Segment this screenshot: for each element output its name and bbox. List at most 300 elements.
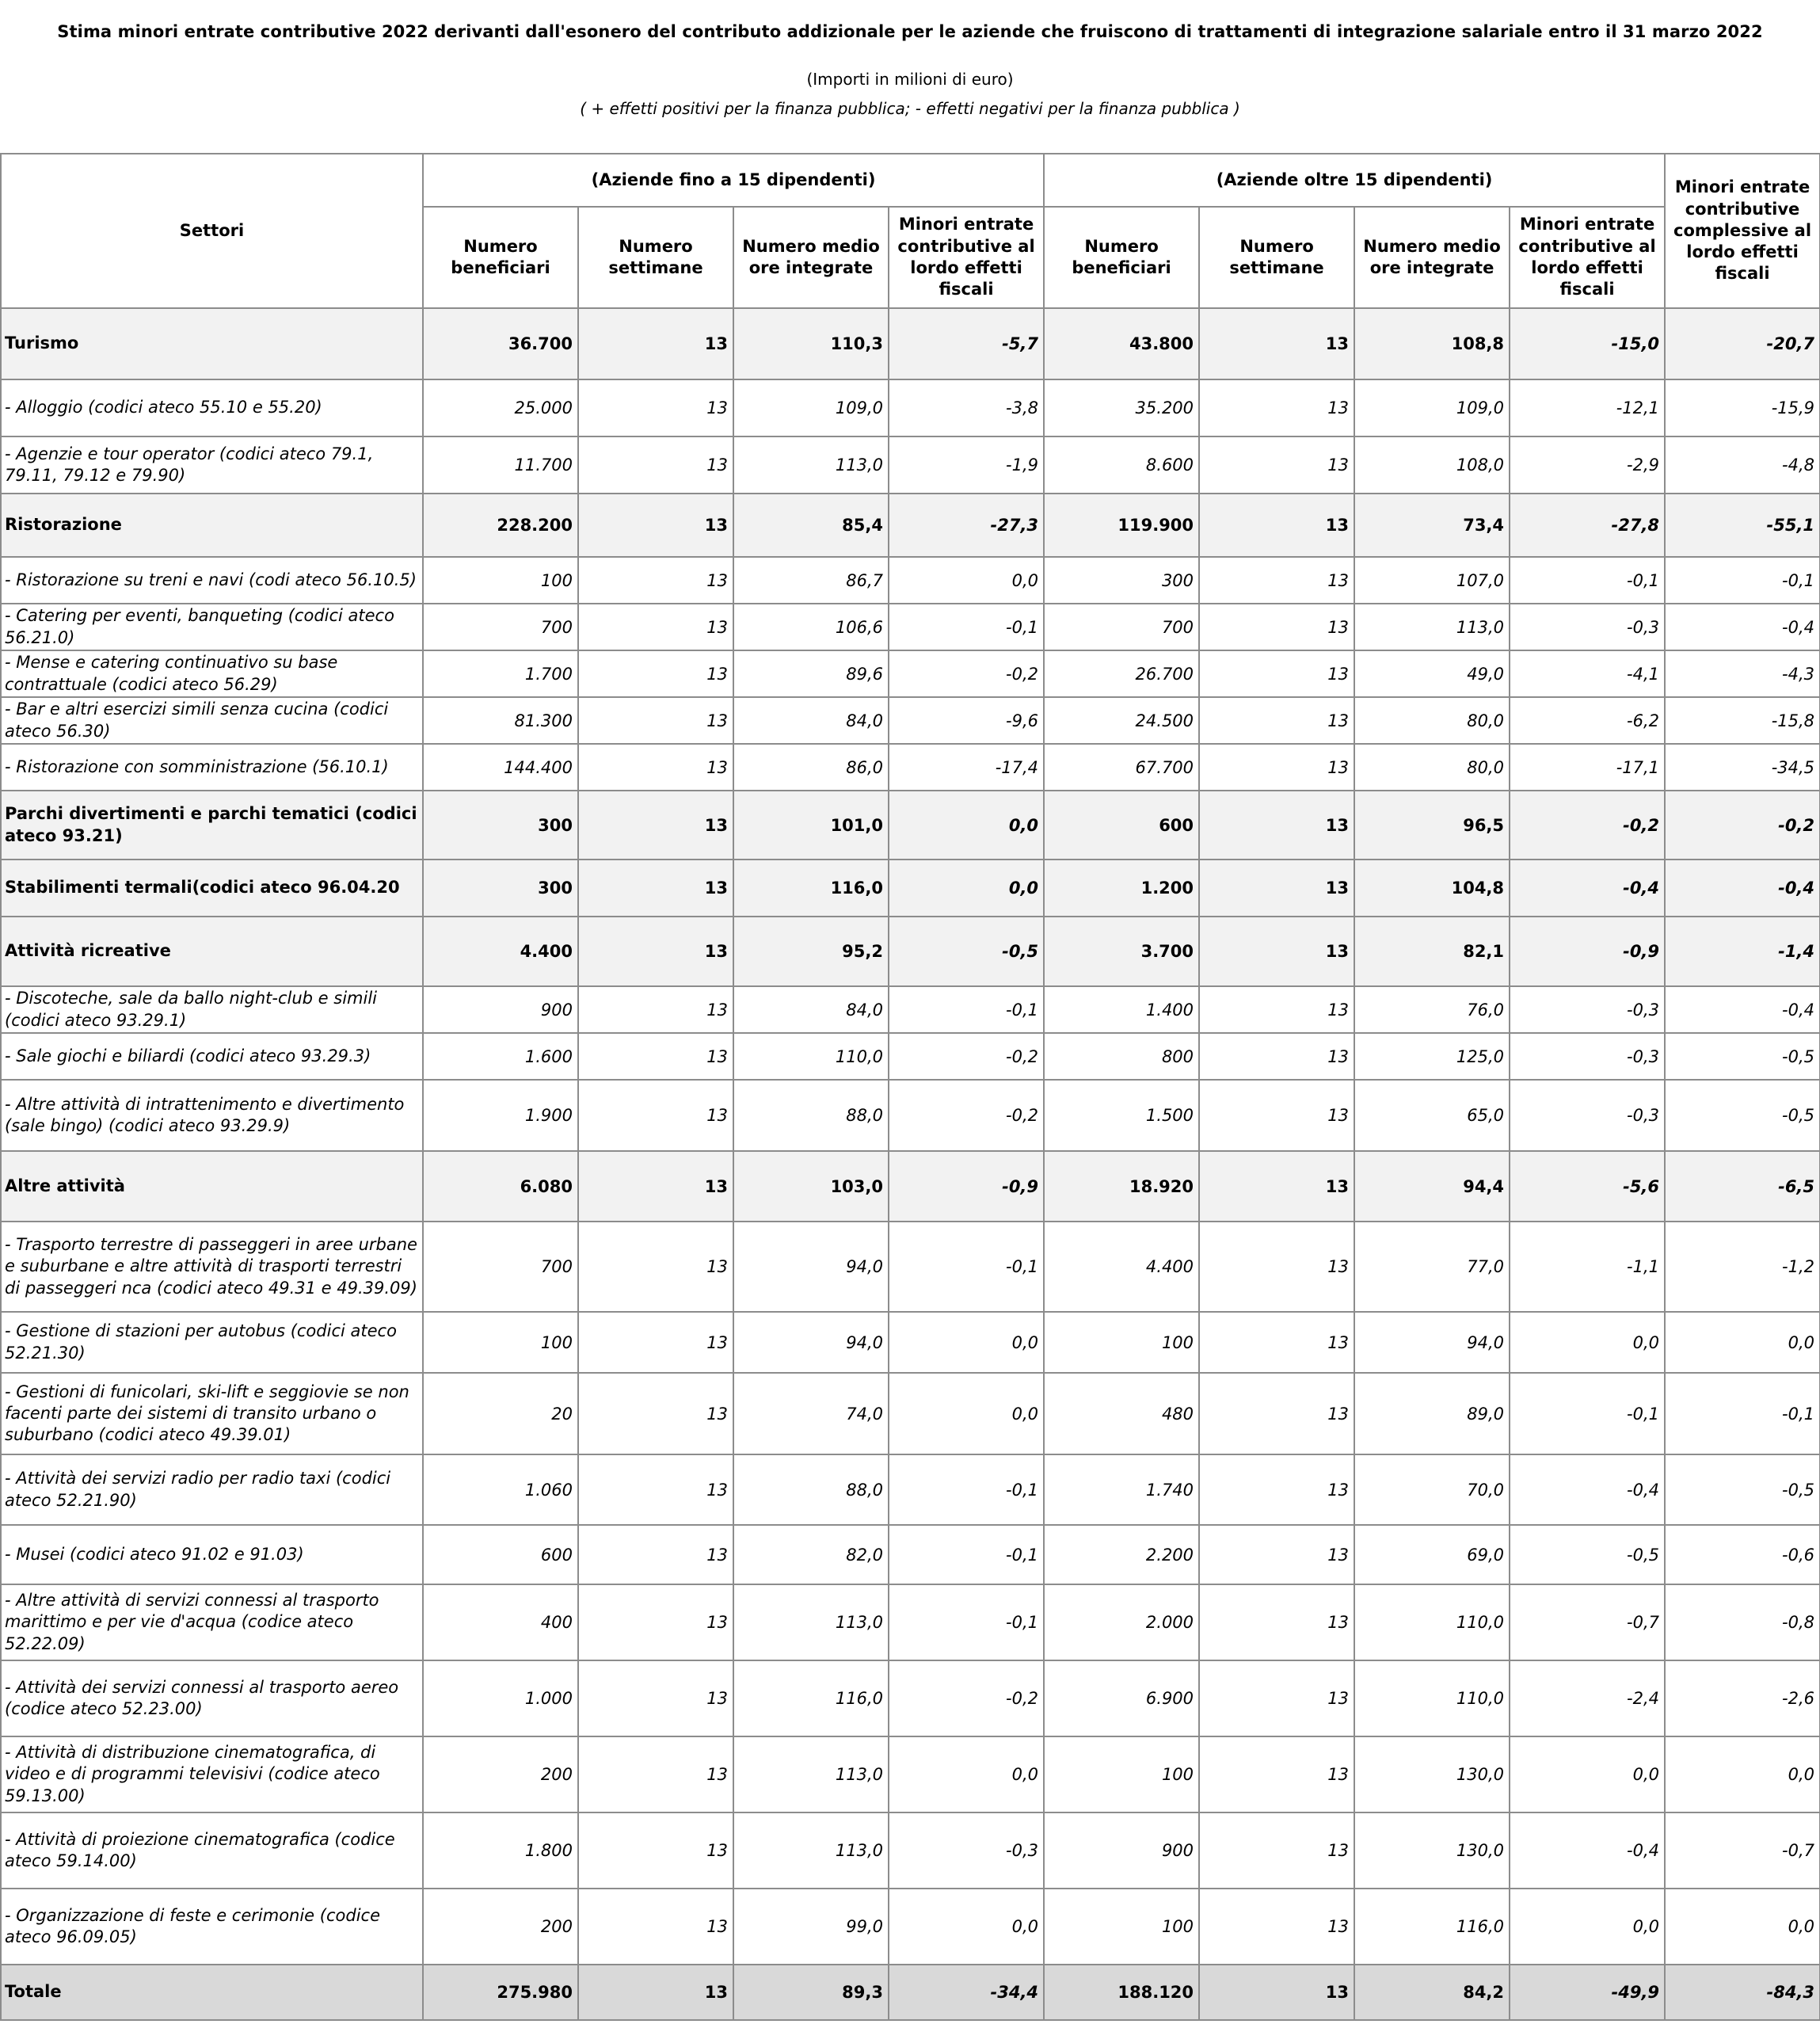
table-row: [1, 1312, 1820, 1373]
header-minori-large: Minori entrate contributive al lordo effetti fiscali: [1510, 207, 1665, 308]
value-cell: 13: [578, 1080, 733, 1151]
value-cell: 113,0: [733, 1584, 889, 1660]
value-cell: 106,6: [733, 604, 889, 650]
table-row: [1, 650, 1820, 697]
value-cell: -0,5: [1510, 1525, 1665, 1584]
sector-label: Stabilimenti termali(codici ateco 96.04.20: [1, 860, 423, 917]
value-cell: 24.500: [1044, 697, 1199, 744]
estimate-table: [0, 153, 1820, 2021]
value-cell: 86,7: [733, 557, 889, 604]
value-cell: 109,0: [1354, 379, 1510, 436]
header-group-large-firms: (Aziende oltre 15 dipendenti): [1044, 154, 1665, 207]
value-cell: 80,0: [1354, 697, 1510, 744]
value-cell: 13: [578, 1222, 733, 1312]
value-cell: 13: [1199, 860, 1354, 917]
value-cell: -20,7: [1665, 308, 1820, 379]
table-row: [1, 1584, 1820, 1660]
value-cell: 100: [423, 557, 578, 604]
value-cell: -0,8: [1665, 1584, 1820, 1660]
value-cell: 11.700: [423, 436, 578, 494]
value-cell: 13: [578, 494, 733, 557]
value-cell: -84,3: [1665, 1965, 1820, 2020]
table-row: [1, 557, 1820, 604]
value-cell: 13: [1199, 986, 1354, 1033]
value-cell: 26.700: [1044, 650, 1199, 697]
value-cell: 4.400: [423, 917, 578, 986]
value-cell: 13: [578, 1736, 733, 1812]
value-cell: 13: [1199, 1812, 1354, 1889]
table-row: [1, 986, 1820, 1033]
value-cell: -0,4: [1665, 986, 1820, 1033]
table-row: [1, 744, 1820, 791]
table-row: [1, 1373, 1820, 1454]
value-cell: -0,3: [1510, 1033, 1665, 1080]
value-cell: -0,5: [1665, 1454, 1820, 1525]
value-cell: -1,2: [1665, 1222, 1820, 1312]
sector-label: - Ristorazione con somministrazione (56.10.1): [1, 744, 423, 791]
value-cell: 13: [1199, 1151, 1354, 1222]
value-cell: 0,0: [1510, 1312, 1665, 1373]
value-cell: 1.400: [1044, 986, 1199, 1033]
header-group-small-firms: (Aziende fino a 15 dipendenti): [423, 154, 1044, 207]
value-cell: 43.800: [1044, 308, 1199, 379]
value-cell: 13: [578, 744, 733, 791]
value-cell: 130,0: [1354, 1736, 1510, 1812]
value-cell: -34,5: [1665, 744, 1820, 791]
value-cell: -0,5: [1665, 1033, 1820, 1080]
value-cell: -0,2: [1665, 791, 1820, 860]
sector-label: - Organizzazione di feste e cerimonie (codice ateco 96.09.05): [1, 1889, 423, 1965]
value-cell: 188.120: [1044, 1965, 1199, 2020]
value-cell: 13: [578, 1312, 733, 1373]
value-cell: -0,2: [889, 650, 1044, 697]
value-cell: 0,0: [1665, 1889, 1820, 1965]
table-row: [1, 1033, 1820, 1080]
value-cell: 25.000: [423, 379, 578, 436]
value-cell: 88,0: [733, 1080, 889, 1151]
value-cell: -0,2: [889, 1660, 1044, 1736]
value-cell: -0,1: [1665, 557, 1820, 604]
value-cell: 1.060: [423, 1454, 578, 1525]
value-cell: 108,0: [1354, 436, 1510, 494]
value-cell: -0,1: [889, 986, 1044, 1033]
value-cell: -0,1: [1510, 557, 1665, 604]
value-cell: -0,7: [1665, 1812, 1820, 1889]
value-cell: -27,3: [889, 494, 1044, 557]
value-cell: 1.740: [1044, 1454, 1199, 1525]
value-cell: -6,2: [1510, 697, 1665, 744]
value-cell: 0,0: [889, 557, 1044, 604]
value-cell: 103,0: [733, 1151, 889, 1222]
header-ore-large: Numero medio ore integrate: [1354, 207, 1510, 308]
value-cell: -0,4: [1665, 604, 1820, 650]
value-cell: 300: [1044, 557, 1199, 604]
value-cell: 13: [1199, 791, 1354, 860]
sector-label: - Alloggio (codici ateco 55.10 e 55.20): [1, 379, 423, 436]
sector-label: Parchi divertimenti e parchi tematici (codici ateco 93.21): [1, 791, 423, 860]
value-cell: 13: [1199, 436, 1354, 494]
value-cell: 13: [578, 650, 733, 697]
table-row: [1, 1222, 1820, 1312]
value-cell: 100: [1044, 1889, 1199, 1965]
value-cell: -0,1: [889, 1584, 1044, 1660]
value-cell: 13: [1199, 697, 1354, 744]
value-cell: 113,0: [1354, 604, 1510, 650]
value-cell: -0,3: [1510, 986, 1665, 1033]
value-cell: 600: [423, 1525, 578, 1584]
value-cell: 13: [578, 860, 733, 917]
table-row: [1, 1454, 1820, 1525]
value-cell: 130,0: [1354, 1812, 1510, 1889]
document-subtitle: (Importi in milioni di euro): [806, 70, 1014, 89]
value-cell: 0,0: [1510, 1889, 1665, 1965]
value-cell: 2.200: [1044, 1525, 1199, 1584]
value-cell: -17,4: [889, 744, 1044, 791]
header-total-lost-revenue: Minori entrate contributive complessive al lordo effetti fiscali: [1665, 154, 1820, 308]
value-cell: 82,0: [733, 1525, 889, 1584]
value-cell: -0,1: [889, 604, 1044, 650]
table-body: [1, 308, 1820, 2020]
value-cell: 300: [423, 860, 578, 917]
value-cell: 1.700: [423, 650, 578, 697]
value-cell: 13: [578, 436, 733, 494]
value-cell: 480: [1044, 1373, 1199, 1454]
value-cell: 13: [578, 1812, 733, 1889]
value-cell: 200: [423, 1736, 578, 1812]
value-cell: 1.900: [423, 1080, 578, 1151]
value-cell: -2,9: [1510, 436, 1665, 494]
value-cell: -15,8: [1665, 697, 1820, 744]
value-cell: 13: [578, 308, 733, 379]
value-cell: 1.800: [423, 1812, 578, 1889]
value-cell: 73,4: [1354, 494, 1510, 557]
header-settimane-large: Numero settimane: [1199, 207, 1354, 308]
category-row: [1, 791, 1820, 860]
value-cell: 0,0: [889, 860, 1044, 917]
value-cell: 0,0: [889, 1312, 1044, 1373]
value-cell: 0,0: [1665, 1736, 1820, 1812]
value-cell: 94,0: [733, 1312, 889, 1373]
category-row: [1, 308, 1820, 379]
value-cell: 113,0: [733, 1736, 889, 1812]
sector-label: - Mense e catering continuativo su base contrattuale (codici ateco 56.29): [1, 650, 423, 697]
value-cell: 89,0: [1354, 1373, 1510, 1454]
value-cell: 900: [1044, 1812, 1199, 1889]
value-cell: 13: [578, 1660, 733, 1736]
header-settimane-small: Numero settimane: [578, 207, 733, 308]
value-cell: -0,6: [1665, 1525, 1820, 1584]
value-cell: 110,0: [1354, 1660, 1510, 1736]
value-cell: 94,0: [1354, 1312, 1510, 1373]
value-cell: 100: [1044, 1736, 1199, 1812]
value-cell: -5,6: [1510, 1151, 1665, 1222]
value-cell: 275.980: [423, 1965, 578, 2020]
value-cell: 13: [1199, 1312, 1354, 1373]
value-cell: 4.400: [1044, 1222, 1199, 1312]
sector-label: - Musei (codici ateco 91.02 e 91.03): [1, 1525, 423, 1584]
value-cell: 89,6: [733, 650, 889, 697]
table-row: [1, 1660, 1820, 1736]
value-cell: 96,5: [1354, 791, 1510, 860]
sector-label: Altre attività: [1, 1151, 423, 1222]
value-cell: 0,0: [889, 1889, 1044, 1965]
sector-label: - Sale giochi e biliardi (codici ateco 93.29.3): [1, 1033, 423, 1080]
table-row: [1, 1525, 1820, 1584]
value-cell: -9,6: [889, 697, 1044, 744]
value-cell: -0,5: [1665, 1080, 1820, 1151]
value-cell: -0,5: [889, 917, 1044, 986]
value-cell: -12,1: [1510, 379, 1665, 436]
value-cell: 82,1: [1354, 917, 1510, 986]
sector-label: Totale: [1, 1965, 423, 2020]
value-cell: 1.000: [423, 1660, 578, 1736]
value-cell: -4,3: [1665, 650, 1820, 697]
sector-label: - Trasporto terrestre di passeggeri in aree urbane e suburbane e altre attività di trasporti terrestri di passeggeri nca (codici ateco 49.31 e 49.39.09): [1, 1222, 423, 1312]
value-cell: -0,4: [1510, 1454, 1665, 1525]
value-cell: 400: [423, 1584, 578, 1660]
value-cell: 125,0: [1354, 1033, 1510, 1080]
value-cell: 67.700: [1044, 744, 1199, 791]
value-cell: 70,0: [1354, 1454, 1510, 1525]
value-cell: 13: [578, 1525, 733, 1584]
value-cell: -1,1: [1510, 1222, 1665, 1312]
value-cell: -0,1: [889, 1222, 1044, 1312]
header-beneficiari-large: Numero beneficiari: [1044, 207, 1199, 308]
table-row: [1, 604, 1820, 650]
sector-label: - Gestioni di funicolari, ski-lift e seggiovie se non facenti parte dei sistemi di transito urbano o suburbano (codici ateco 49.39.01): [1, 1373, 423, 1454]
value-cell: 13: [578, 697, 733, 744]
value-cell: 110,0: [1354, 1584, 1510, 1660]
value-cell: 13: [578, 604, 733, 650]
value-cell: -55,1: [1665, 494, 1820, 557]
value-cell: -0,1: [889, 1525, 1044, 1584]
value-cell: 88,0: [733, 1454, 889, 1525]
value-cell: -27,8: [1510, 494, 1665, 557]
value-cell: -49,9: [1510, 1965, 1665, 2020]
value-cell: 13: [1199, 1889, 1354, 1965]
value-cell: -2,6: [1665, 1660, 1820, 1736]
value-cell: 2.000: [1044, 1584, 1199, 1660]
header-ore-small: Numero medio ore integrate: [733, 207, 889, 308]
value-cell: 13: [1199, 1660, 1354, 1736]
value-cell: 13: [578, 791, 733, 860]
value-cell: 13: [1199, 1373, 1354, 1454]
value-cell: 74,0: [733, 1373, 889, 1454]
value-cell: 69,0: [1354, 1525, 1510, 1584]
value-cell: 300: [423, 791, 578, 860]
value-cell: 600: [1044, 791, 1199, 860]
value-cell: 100: [423, 1312, 578, 1373]
value-cell: 1.200: [1044, 860, 1199, 917]
value-cell: -1,9: [889, 436, 1044, 494]
value-cell: 110,0: [733, 1033, 889, 1080]
value-cell: -0,3: [1510, 604, 1665, 650]
value-cell: 36.700: [423, 308, 578, 379]
value-cell: 0,0: [889, 791, 1044, 860]
value-cell: 900: [423, 986, 578, 1033]
sector-label: - Agenzie e tour operator (codici ateco 79.1, 79.11, 79.12 e 79.90): [1, 436, 423, 494]
category-row: [1, 1151, 1820, 1222]
table-row: [1, 379, 1820, 436]
value-cell: 108,8: [1354, 308, 1510, 379]
header-minori-small: Minori entrate contributive al lordo effetti fiscali: [889, 207, 1044, 308]
sector-label: Turismo: [1, 308, 423, 379]
value-cell: 13: [578, 1584, 733, 1660]
value-cell: 113,0: [733, 436, 889, 494]
value-cell: -0,9: [889, 1151, 1044, 1222]
value-cell: 18.920: [1044, 1151, 1199, 1222]
value-cell: -17,1: [1510, 744, 1665, 791]
value-cell: 13: [578, 1151, 733, 1222]
category-row: [1, 494, 1820, 557]
value-cell: 13: [1199, 1222, 1354, 1312]
sector-label: - Altre attività di servizi connessi al trasporto marittimo e per vie d'acqua (codice ateco 52.22.09): [1, 1584, 423, 1660]
value-cell: 84,0: [733, 986, 889, 1033]
sector-label: - Bar e altri esercizi simili senza cucina (codici ateco 56.30): [1, 697, 423, 744]
value-cell: 101,0: [733, 791, 889, 860]
value-cell: -0,4: [1665, 860, 1820, 917]
value-cell: 13: [1199, 494, 1354, 557]
total-row: [1, 1965, 1820, 2020]
value-cell: 99,0: [733, 1889, 889, 1965]
value-cell: 81.300: [423, 697, 578, 744]
header-beneficiari-small: Numero beneficiari: [423, 207, 578, 308]
value-cell: 6.080: [423, 1151, 578, 1222]
value-cell: 13: [1199, 1584, 1354, 1660]
value-cell: 13: [1199, 1033, 1354, 1080]
value-cell: 13: [578, 917, 733, 986]
value-cell: 100: [1044, 1312, 1199, 1373]
value-cell: 13: [578, 557, 733, 604]
value-cell: -5,7: [889, 308, 1044, 379]
value-cell: 6.900: [1044, 1660, 1199, 1736]
value-cell: -2,4: [1510, 1660, 1665, 1736]
value-cell: -4,8: [1665, 436, 1820, 494]
value-cell: 13: [578, 1454, 733, 1525]
value-cell: 95,2: [733, 917, 889, 986]
value-cell: 86,0: [733, 744, 889, 791]
value-cell: 0,0: [889, 1373, 1044, 1454]
table-row: [1, 1889, 1820, 1965]
value-cell: -0,1: [1510, 1373, 1665, 1454]
value-cell: 700: [423, 1222, 578, 1312]
value-cell: -0,4: [1510, 860, 1665, 917]
value-cell: 49,0: [1354, 650, 1510, 697]
value-cell: 65,0: [1354, 1080, 1510, 1151]
table-row: [1, 697, 1820, 744]
category-row: [1, 860, 1820, 917]
table-row: [1, 1080, 1820, 1151]
sector-label: - Altre attività di intrattenimento e divertimento (sale bingo) (codici ateco 93.29.9): [1, 1080, 423, 1151]
value-cell: 13: [578, 1965, 733, 2020]
value-cell: 116,0: [1354, 1889, 1510, 1965]
sector-label: - Discoteche, sale da ballo night-club e simili (codici ateco 93.29.1): [1, 986, 423, 1033]
value-cell: 1.500: [1044, 1080, 1199, 1151]
document-title: Stima minori entrate contributive 2022 derivanti dall'esonero del contributo addizionale per le aziende che fruiscono di trattamenti di integrazione salariale entro il 31 marzo 2022: [57, 22, 1763, 41]
value-cell: 94,0: [733, 1222, 889, 1312]
value-cell: -0,1: [1665, 1373, 1820, 1454]
value-cell: -15,0: [1510, 308, 1665, 379]
category-row: [1, 917, 1820, 986]
value-cell: 8.600: [1044, 436, 1199, 494]
value-cell: -4,1: [1510, 650, 1665, 697]
value-cell: -1,4: [1665, 917, 1820, 986]
value-cell: 35.200: [1044, 379, 1199, 436]
sector-label: - Attività dei servizi connessi al trasporto aereo (codice ateco 52.23.00): [1, 1660, 423, 1736]
table-row: [1, 436, 1820, 494]
value-cell: 800: [1044, 1033, 1199, 1080]
value-cell: 13: [1199, 308, 1354, 379]
value-cell: 84,0: [733, 697, 889, 744]
value-cell: 116,0: [733, 1660, 889, 1736]
value-cell: 0,0: [1510, 1736, 1665, 1812]
value-cell: 13: [578, 1889, 733, 1965]
value-cell: 13: [578, 1033, 733, 1080]
value-cell: 13: [1199, 379, 1354, 436]
value-cell: 20: [423, 1373, 578, 1454]
value-cell: 700: [1044, 604, 1199, 650]
sector-label: - Attività di distribuzione cinematografica, di video e di programmi televisivi (codice ateco 59.13.00): [1, 1736, 423, 1812]
value-cell: -34,4: [889, 1965, 1044, 2020]
value-cell: 76,0: [1354, 986, 1510, 1033]
value-cell: -0,2: [889, 1080, 1044, 1151]
sector-label: - Catering per eventi, banqueting (codici ateco 56.21.0): [1, 604, 423, 650]
table-row: [1, 1812, 1820, 1889]
value-cell: 109,0: [733, 379, 889, 436]
sector-label: - Ristorazione su treni e navi (codi ateco 56.10.5): [1, 557, 423, 604]
value-cell: 84,2: [1354, 1965, 1510, 2020]
value-cell: 13: [1199, 1080, 1354, 1151]
value-cell: 1.600: [423, 1033, 578, 1080]
value-cell: 13: [1199, 1736, 1354, 1812]
value-cell: 89,3: [733, 1965, 889, 2020]
value-cell: 107,0: [1354, 557, 1510, 604]
value-cell: -15,9: [1665, 379, 1820, 436]
value-cell: 13: [578, 1373, 733, 1454]
value-cell: -0,4: [1510, 1812, 1665, 1889]
header-settori: Settori: [1, 154, 423, 308]
value-cell: 144.400: [423, 744, 578, 791]
value-cell: 3.700: [1044, 917, 1199, 986]
value-cell: 116,0: [733, 860, 889, 917]
value-cell: -0,3: [889, 1812, 1044, 1889]
value-cell: 119.900: [1044, 494, 1199, 557]
value-cell: 13: [1199, 744, 1354, 791]
sector-label: Ristorazione: [1, 494, 423, 557]
value-cell: -6,5: [1665, 1151, 1820, 1222]
value-cell: 13: [1199, 1525, 1354, 1584]
value-cell: 13: [1199, 1965, 1354, 2020]
table-row: [1, 1736, 1820, 1812]
value-cell: -0,3: [1510, 1080, 1665, 1151]
sector-label: - Gestione di stazioni per autobus (codici ateco 52.21.30): [1, 1312, 423, 1373]
value-cell: 228.200: [423, 494, 578, 557]
value-cell: 13: [578, 379, 733, 436]
value-cell: -3,8: [889, 379, 1044, 436]
value-cell: 80,0: [1354, 744, 1510, 791]
value-cell: 0,0: [889, 1736, 1044, 1812]
value-cell: 104,8: [1354, 860, 1510, 917]
value-cell: -0,9: [1510, 917, 1665, 986]
value-cell: 13: [1199, 917, 1354, 986]
value-cell: 110,3: [733, 308, 889, 379]
value-cell: 94,4: [1354, 1151, 1510, 1222]
value-cell: 13: [1199, 650, 1354, 697]
value-cell: 13: [1199, 557, 1354, 604]
value-cell: 13: [1199, 604, 1354, 650]
value-cell: 13: [578, 986, 733, 1033]
value-cell: 77,0: [1354, 1222, 1510, 1312]
